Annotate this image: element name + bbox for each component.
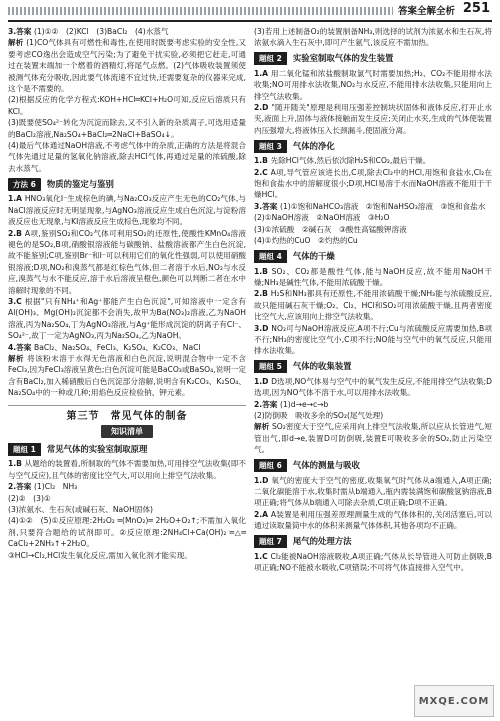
- method-heading: [8, 177, 246, 191]
- tag-number: 6: [28, 179, 36, 189]
- answer-paragraph: [254, 68, 492, 102]
- answer-number: 2.B: [254, 289, 271, 299]
- answer-text: (2)② (3)①: [8, 493, 51, 503]
- tag-label: 题组: [259, 54, 274, 64]
- answer-number: 2.答案: [254, 399, 280, 409]
- answer-paragraph: [254, 102, 492, 136]
- section-title: 气体的净化: [292, 140, 335, 151]
- topic-heading: [254, 250, 492, 264]
- answer-text: (1)①② (2)KCl (3)BaCl₂ (4)水蒸气: [34, 27, 169, 36]
- chapter-heading: [8, 405, 246, 439]
- answer-paragraph: [8, 117, 246, 140]
- answer-paragraph: [254, 376, 492, 399]
- method-tag: [8, 178, 41, 191]
- answer-paragraph: [254, 323, 492, 357]
- answer-paragraph: [8, 342, 246, 353]
- topic-tag: [254, 360, 287, 373]
- answer-number: 2.A: [254, 509, 271, 519]
- answer-text: "随开随关"原理是利用压强差控制块状固体和液体反应,打开止水夹,液面上升,固体与液体接触而发生反应;关闭止水夹,生成的气体使装置内压强增大,将液体压入长颈漏斗,使固液分离。: [254, 103, 492, 135]
- answer-paragraph: [8, 458, 246, 481]
- header-title: 答案全解全析: [398, 6, 456, 17]
- tag-label: 题组: [259, 362, 274, 372]
- topic-heading: [254, 139, 492, 153]
- answer-text: (2)根据反应的化学方程式:KOH+HCl═KCl+H₂O可知,反应后溶质只有KCl。: [8, 95, 246, 116]
- tag-label: 题组: [259, 461, 274, 471]
- topic-tag: [254, 140, 287, 153]
- answer-paragraph: [254, 224, 492, 235]
- answer-paragraph: [254, 410, 492, 421]
- answer-number: 2.B: [8, 228, 25, 238]
- answer-number: 1.A: [254, 68, 271, 78]
- section-title: 气体的干燥: [292, 250, 335, 261]
- answer-paragraph: [8, 37, 246, 94]
- answer-text: (3)既要使SO₄²⁻转化为沉淀而除去,又不引入新的杂质离子,可选用适量的BaCl₂溶液,Na₂SO₄+BaCl₂═2NaCl+BaSO₄↓。: [8, 118, 246, 139]
- answer-text: (2)①NaOH溶液 ②NaOH溶液 ③H₂O: [254, 213, 390, 223]
- watermark-logo: MXQE.COM: [414, 685, 494, 717]
- header-decorative-bar: [8, 7, 393, 15]
- answer-paragraph: [254, 201, 492, 212]
- answer-text: A项,鉴别SO₂和CO₂气体可利用SO₂的还原性,使酸性KMnO₄溶液褪色的是SO₂,B项,硝酸银溶液能与碳酸钠、盐酸溶液都产生白色沉淀,故不能鉴别;C项,鉴别Br⁻和I⁻可以利用它们的氧化性强弱,可以使用硝酸银溶液;D项,NO₂和溴蒸气都是红棕色气体,但二者溶于水后,NO₂与水反应,溴蒸气与水不能反应,溶于水后溶液呈橙色,颜色可以判断二者在水中溶解时现象的不同。: [8, 228, 246, 295]
- tag-number: 5: [274, 362, 282, 372]
- answer-paragraph: [8, 140, 246, 174]
- answer-number: 1.B: [254, 266, 272, 276]
- topic-tag: [254, 459, 287, 472]
- tag-label: 题组: [259, 252, 274, 261]
- answer-text: ③HCl→Cl₂,HCl发生氧化反应,需加入氧化剂才能实现。: [8, 550, 192, 560]
- answer-number: 3.D: [254, 323, 272, 333]
- answer-number: 1.C: [254, 551, 271, 561]
- page-number: 251: [462, 1, 490, 16]
- answer-paragraph: [254, 288, 492, 322]
- answer-paragraph: [254, 421, 492, 455]
- tag-label: 题组: [13, 444, 28, 454]
- topic-heading: [254, 360, 492, 374]
- answer-text: 先除HCl气体,然后依次除H₂S和CO₂,最后干燥。: [270, 156, 431, 166]
- answer-text: A项,导气管应该进长出,C项,除去Cl₂中的HCl,用饱和食盐水,Cl₂在饱和食盐水中的溶解度很小;D项,HCl易溶于水而NaOH溶液不能用于干燥HCl。: [254, 167, 492, 200]
- tag-number: 6: [274, 461, 282, 471]
- answer-number: 解析: [254, 422, 272, 432]
- chapter-title: 第三节 常见气体的制备: [66, 410, 188, 422]
- answer-text: 氧气的密度大于空气的密度,收集氧气时气体从a端通入,A项正确;二氧化碳能溶于水,收集时需从b端通入,瓶内需装满饱和碳酸氢钠溶液,B项正确;将气体从b端通入可除去杂质,C项正确;D项不正确。: [254, 475, 492, 508]
- answer-number: 2.D: [254, 103, 272, 113]
- section-title: 尾气的处理方法: [292, 535, 352, 546]
- answer-number: 1.B: [254, 156, 271, 166]
- page-header: [0, 0, 500, 22]
- answer-paragraph: [8, 481, 246, 492]
- answer-text: Cl₂能被NaOH溶液吸收,A项正确;气体从长导管进入可防止倒吸,B项正确;NO不能被水吸收,C项错误;不可将气体直接排入空气中。: [254, 551, 492, 573]
- answer-paragraph: [8, 296, 246, 342]
- answer-text: (2)防倒吸 吸收多余的SO₂(尾气处理): [254, 410, 384, 420]
- answer-text: D选项,NO气体易与空气中的氧气发生反应,不能用排空气法收集;D选项,因为NO气体不溶于水,可以用排水法收集。: [254, 376, 492, 398]
- tag-label: 题组: [259, 537, 274, 547]
- answer-number: 4.答案: [8, 342, 34, 352]
- answer-text: SO₂密度大于空气,应采用向上排空气法收集,所以应从长管进气,短管出气,即d→e,装置D可防倒吸,装置E可吸收多余的SO₂,防止污染空气。: [254, 422, 492, 455]
- topic-tag: [254, 52, 287, 65]
- answer-text: 从题给的装置看,所制取的气体不需要加热,可用排空气法收集(即不与空气反应),且气体的密度比空气大,可以用向上排空气法收集。: [8, 459, 246, 480]
- answer-paragraph: [8, 515, 246, 549]
- answer-text: (4)最后气体通过NaOH溶液,不考虑气体中的杂质,正确的方法是将混合气体先通过足量的氢氧化钠溶液,除去HCl气体,再通过足量的浓硫酸,除去水蒸气。: [8, 141, 246, 173]
- answer-paragraph: [254, 509, 492, 532]
- answer-paragraph: [8, 26, 246, 37]
- answer-paragraph: [254, 212, 492, 223]
- answer-number: 解析: [8, 38, 27, 48]
- knowledge-list-banner: 知识清单: [101, 425, 153, 438]
- answer-text: (3)①浓硫酸 ②碱石灰 ③酸性高锰酸钾溶液: [254, 224, 407, 234]
- answer-text: NO₂可与NaOH溶液反应,A项不行;Cu与浓硫酸反应需要加热,B项不行;NH₃的密度比空气小,C项不行;NO能与空气中的氧气反应,只能用排水法收集。: [254, 323, 492, 356]
- answer-number: 1.A: [8, 194, 25, 204]
- answer-paragraph: [254, 167, 492, 201]
- tag-number: 3: [274, 141, 282, 151]
- answer-paragraph: [254, 551, 492, 574]
- header-rule: [8, 20, 492, 22]
- answer-text: (1)①饱和NaHCO₃溶液 ②饱和NaHSO₃溶液 ③饱和食盐水: [280, 201, 486, 211]
- answer-paragraph: [8, 353, 246, 399]
- topic-heading: [254, 535, 492, 549]
- answer-text: A装置是利用压强差原理测量生成的气体体积的,关闭活塞后,可以通过读取量筒中水的体积来测量气体体积,其他各项均不正确。: [254, 509, 492, 531]
- answer-paragraph: [254, 26, 492, 49]
- tag-label: 方法: [13, 179, 28, 189]
- answer-text: 将该粉末溶于水得无色溶液和白色沉淀,说明混合物中一定不含FeCl₃,因为FeCl₃溶液呈黄色;白色沉淀可能是BaCO₃或BaSO₄,说明一定含有BaCl₂,加入稀硝酸后白色沉淀部分溶解,说明含有K₂CO₃、K₂SO₄、Na₂SO₄中的一种或几种;用焰色反应检验钠、钾元素。: [8, 353, 246, 398]
- answer-text: (1)d→e→c→b: [280, 399, 329, 409]
- section-title: 实验室制取气体的发生装置: [292, 53, 394, 64]
- topic-tag: [254, 250, 287, 263]
- tag-number: 7: [274, 537, 282, 547]
- answer-text: SO₂、CO₂都是酸性气体,能与NaOH反应,故不能用NaOH干燥;NH₃是碱性气体,不能用浓硫酸干燥。: [254, 266, 492, 287]
- answer-number: 1.B: [8, 459, 25, 469]
- answer-paragraph: [8, 550, 246, 561]
- answer-paragraph: [8, 193, 246, 227]
- tag-label: 题组: [259, 141, 274, 151]
- answer-number: 3.答案: [8, 27, 34, 36]
- answer-number: 1.D: [254, 376, 272, 386]
- left-column: [8, 26, 246, 561]
- topic-heading: [254, 459, 492, 473]
- answer-text: 根据"只有NH₄⁺和Ag⁺都能产生白色沉淀",可知溶液中一定含有Al(OH)₃、Mg(OH)₂沉淀都不会消失,故甲为Ba(NO₃)₂溶液,乙为NaOH溶液,丙为Na₂SO₄,丁为AgNO₃溶液,与Ag⁺能形成沉淀的阴离子有Cl⁻、SO₄²⁻,故丁一定为AgNO₃,丙为Na₂SO₄,乙为NaOH。: [8, 296, 246, 341]
- answer-text: (1)Cl₂ NH₃: [34, 482, 78, 492]
- answer-text: (4)①灼热的CuO ②灼热的Cu: [254, 236, 358, 246]
- right-column: [254, 26, 492, 573]
- section-title: 常见气体的实验室制取原理: [46, 443, 148, 454]
- answer-text: BaCl₂、Na₂SO₄、FeCl₃、K₂SO₄、K₂CO₃、NaCl: [34, 342, 201, 352]
- answer-paragraph: [254, 266, 492, 289]
- answer-number: 3.答案: [254, 201, 280, 211]
- answer-paragraph: [8, 228, 246, 296]
- answer-paragraph: [254, 235, 492, 246]
- answer-paragraph: [8, 493, 246, 504]
- section-title: 气体的收集装置: [292, 361, 352, 372]
- answer-paragraph: [254, 475, 492, 509]
- answer-number: 2.C: [254, 167, 271, 177]
- answer-number: 2.答案: [8, 482, 34, 492]
- answer-text: (4)①② (5)①反应原理:2H₂O₂ ═(MnO₂)═ 2H₂O+O₂↑;不需加入氧化剂,只要符合题给的试剂即可。②反应原理:2NH₄Cl+Ca(OH)₂ ═△═ CaCl₂+2NH₃↑+2H₂O。: [8, 516, 246, 549]
- answer-number: 3.C: [8, 296, 25, 306]
- answer-number: 1.D: [254, 475, 272, 485]
- answer-text: (3)浓氨水、生石灰(或碱石灰、NaOH固体): [8, 505, 154, 515]
- answer-text: 用二氧化锰和浓盐酸制取氯气时需要加热;H₂、CO₂不能用排水法收集;NO可用排水法收集,NO₂与水反应,不能用排水法收集,只能用向上排空气法收集。: [254, 68, 492, 101]
- answer-number: 解析: [8, 353, 28, 363]
- answer-paragraph: [254, 155, 492, 166]
- topic-tag: [8, 443, 41, 456]
- answer-text: (1)CO气体具有可燃性和毒性,在使用时既要考虑实验的安全性,又要考虑CO逸出会造成空气污染;为了避免干扰实验,必须把它赶走,可通过在装置末端加一个燃着的酒精灯,将尾气点燃。(2)气体吸收装置须使被测气体充分吸收,因此要气体流速不宜过快,还需要复杂的仪器来完成,这个是不需要的。: [8, 38, 246, 94]
- section-title: 气体的测量与吸收: [292, 459, 360, 470]
- topic-heading: [254, 52, 492, 66]
- tag-number: 4: [274, 252, 282, 261]
- topic-tag: [254, 535, 287, 548]
- answer-paragraph: [254, 399, 492, 410]
- answer-paragraph: [8, 504, 246, 515]
- topic-heading: [8, 442, 246, 456]
- section-title: 物质的鉴定与鉴别: [46, 178, 114, 189]
- answer-text: (3)若用上述制备O₂的装置制备NH₃,则选择的试剂为浓氨水和生石灰,将浓氨水滴入生石灰中,即可产生氨气,该反应不需加热。: [254, 27, 492, 48]
- answer-paragraph: [8, 94, 246, 117]
- answer-text: H₂S和NH₃都具有还原性,不能用浓硫酸干燥;NH₃能与浓硫酸反应,故只能用碱石灰干燥;O₂、Cl₂、HCl和SO₂可用浓硫酸干燥,且两者密度比空气大,应该用向上排空气法收集。: [254, 289, 493, 322]
- answer-text: HNO₃氧化I⁻生成棕色的碘,与Na₂CO₃反应产生无色的CO₂气体,与NaCl溶液反应时无明显现象,与AgNO₃溶液反应生成白色沉淀,与淀粉溶液反应也无现象,与KI溶液反应生成棕色,现象均不同。: [8, 194, 246, 227]
- tag-number: 1: [28, 444, 36, 454]
- tag-number: 2: [274, 54, 282, 64]
